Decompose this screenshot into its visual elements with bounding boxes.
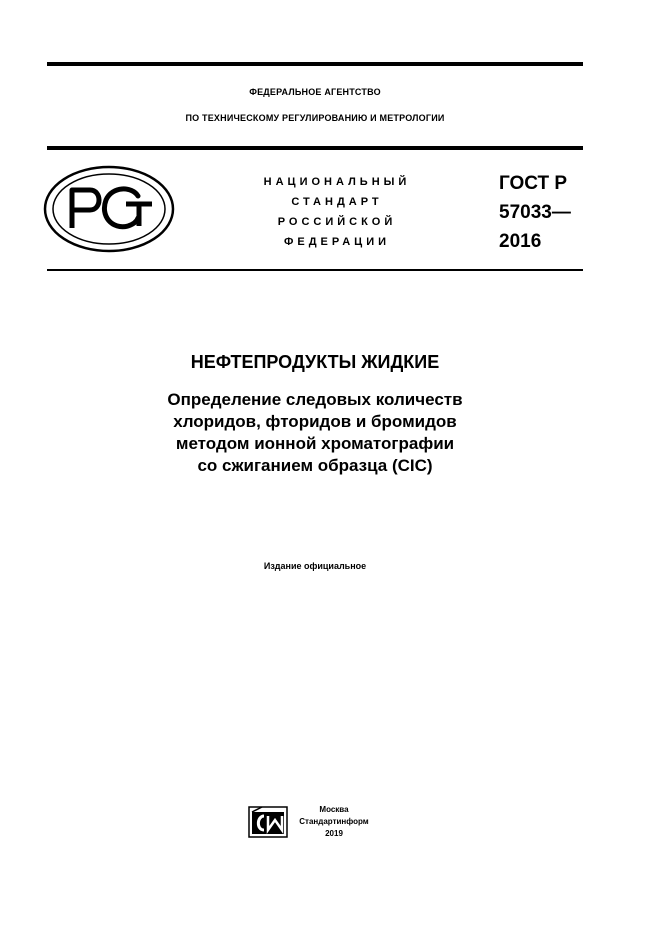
top-rule xyxy=(47,62,583,66)
standard-number-line: 57033— xyxy=(499,202,571,223)
standard-type-line: РОССИЙСКОЙ xyxy=(277,216,397,228)
standard-type-line: НАЦИОНАЛЬНЫЙ xyxy=(263,176,411,188)
agency-name-line1: ФЕДЕРАЛЬНОЕ АГЕНТСТВО xyxy=(249,87,381,97)
standard-number-line: ГОСТ Р xyxy=(499,173,568,194)
agency-name-line2: ПО ТЕХНИЧЕСКОМУ РЕГУЛИРОВАНИЮ И МЕТРОЛОГИИ xyxy=(185,113,445,123)
subtitle-line: методом ионной хроматографии xyxy=(175,434,455,453)
rst-logo-icon xyxy=(42,164,176,254)
standard-type xyxy=(232,172,442,252)
standard-type-line: ФЕДЕРАЦИИ xyxy=(283,236,391,248)
publisher-info xyxy=(294,804,374,840)
standard-block-bottom-rule xyxy=(47,269,583,271)
publication-year: 2019 xyxy=(325,829,343,838)
subtitle-line: Определение следовых количеств xyxy=(167,390,463,409)
subtitle-line: хлоридов, фторидов и бромидов xyxy=(173,412,457,431)
standard-block-top-rule xyxy=(47,146,583,150)
standartinform-logo-icon xyxy=(248,806,288,838)
publisher-name: Стандартинформ xyxy=(299,817,369,826)
standard-number-line: 2016 xyxy=(499,231,542,252)
document-subtitle xyxy=(47,389,583,477)
edition-note: Издание официальное xyxy=(263,561,367,571)
publisher-city: Москва xyxy=(319,805,349,814)
document-title: НЕФТЕПРОДУКТЫ ЖИДКИЕ xyxy=(190,352,440,372)
subtitle-line: со сжиганием образца (CIC) xyxy=(197,456,433,475)
standard-type-line: СТАНДАРТ xyxy=(291,196,383,208)
standard-number xyxy=(499,169,571,256)
